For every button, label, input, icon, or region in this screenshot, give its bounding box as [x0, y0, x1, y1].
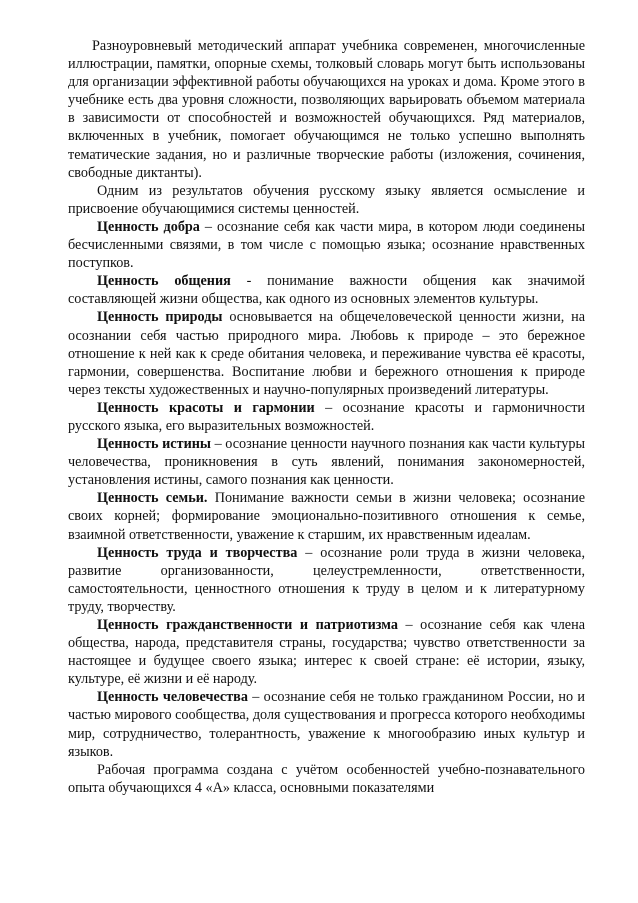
- paragraph-value-humanity: [68, 688, 585, 760]
- paragraph-value-beauty: [68, 399, 585, 435]
- paragraph-value-truth: [68, 435, 585, 489]
- paragraph-value-labour: [68, 544, 585, 616]
- paragraph-text: - понимание важности общения как значимой составляющей жизни общества, как одного из основных элементов культуры.: [68, 273, 585, 308]
- paragraph-text: – осознание себя как части мира, в котором люди соединены бесчисленными связями, в том числе с помощью языка; осознание нравственных поступков.: [68, 218, 585, 272]
- paragraph-value-family: [68, 489, 585, 543]
- value-heading: Ценность общения: [97, 273, 231, 290]
- paragraph-value-nature: [68, 308, 585, 398]
- value-heading: Ценность красоты и гармонии: [97, 399, 315, 416]
- paragraph-work-program: [68, 761, 585, 797]
- value-heading: Ценность природы: [97, 309, 223, 326]
- paragraph-value-citizenship: [68, 616, 585, 688]
- paragraph-learning-results: [68, 182, 585, 218]
- value-heading: Ценность истины: [97, 436, 211, 453]
- paragraph-text: Одним из результатов обучения русскому языку является осмысление и присвоение обучающимися системы ценностей.: [68, 182, 585, 217]
- paragraph-text: – осознание себя как члена общества, народа, представителя страны, государства; чувство ответственности за настоящее и будущее своего языка; интерес к своей стране: её истории, языку, культуре, её жизни и её народу.: [68, 617, 585, 688]
- paragraph-value-communication: [68, 272, 585, 308]
- paragraph-text: Понимание важности семьи в жизни человека; осознание своих корней; формирование эмоционально-позитивного отношения к семье, взаимной ответственности, уважение к старшим, их нравственным идеалам.: [68, 490, 586, 543]
- paragraph-textbook-apparatus: [68, 37, 585, 182]
- value-heading: Ценность труда и творчества: [97, 544, 298, 561]
- paragraph-text: Разноуровневый методический аппарат учебника современен, многочисленные иллюстрации, памятки, опорные схемы, толковый словарь могут быть использованы для организации эффективной работы обучающихся на уроках и дома. Кроме этого в учебнике есть два уровня сложности, позволяющих варьировать объемом материала в зависимости от способностей и возможностей обучающихся. Ряд материалов, включенных в учебник, помогает обучающимся не только успешно выполнять тематические задания, но и различные творческие работы (изложения, сочинения, свободные диктанты).: [68, 38, 585, 181]
- value-heading: Ценность человечества: [97, 689, 248, 706]
- paragraph-text: – осознание себя не только гражданином России, но и частью мирового сообщества, доля существования и прогресса которого необходимы мир, сотрудничество, толерантность, уважение к многообразию иных культур и языков.: [68, 689, 585, 760]
- paragraph-text: Рабочая программа создана с учётом особенностей учебно-познавательного опыта обучающихся 4 «А» класса, основными показателями: [68, 761, 585, 796]
- paragraph-text: – осознание ценности научного познания как части культуры человечества, проникновения в суть явлений, понимания закономерностей, установления истины, самого познания как ценности.: [68, 436, 585, 489]
- paragraph-value-good: [68, 218, 585, 272]
- paragraph-text: основывается на общечеловеческой ценности жизни, на осознании себя частью природного мира. Любовь к природе – это бережное отношение к ней как к среде обитания человека, и переживание чувства её красоты, гармонии, совершенства. Воспитание любви и бережного отношения к природе через тексты художественных и научно-популярных произведений литературы.: [68, 309, 585, 398]
- document-body: [68, 37, 585, 797]
- value-heading: Ценность семьи.: [97, 490, 208, 507]
- paragraph-text: – осознание красоты и гармоничности русского языка, его выразительных возможностей.: [68, 399, 585, 434]
- value-heading: Ценность добра: [97, 218, 200, 235]
- value-heading: Ценность гражданственности и патриотизма: [97, 617, 398, 633]
- paragraph-text: – осознание роли труда в жизни человека, развитие организованности, целеустремленности, ответственности, самостоятельности, ценностного отношения к труду в целом и к литературному труду, творчеству.: [68, 544, 586, 615]
